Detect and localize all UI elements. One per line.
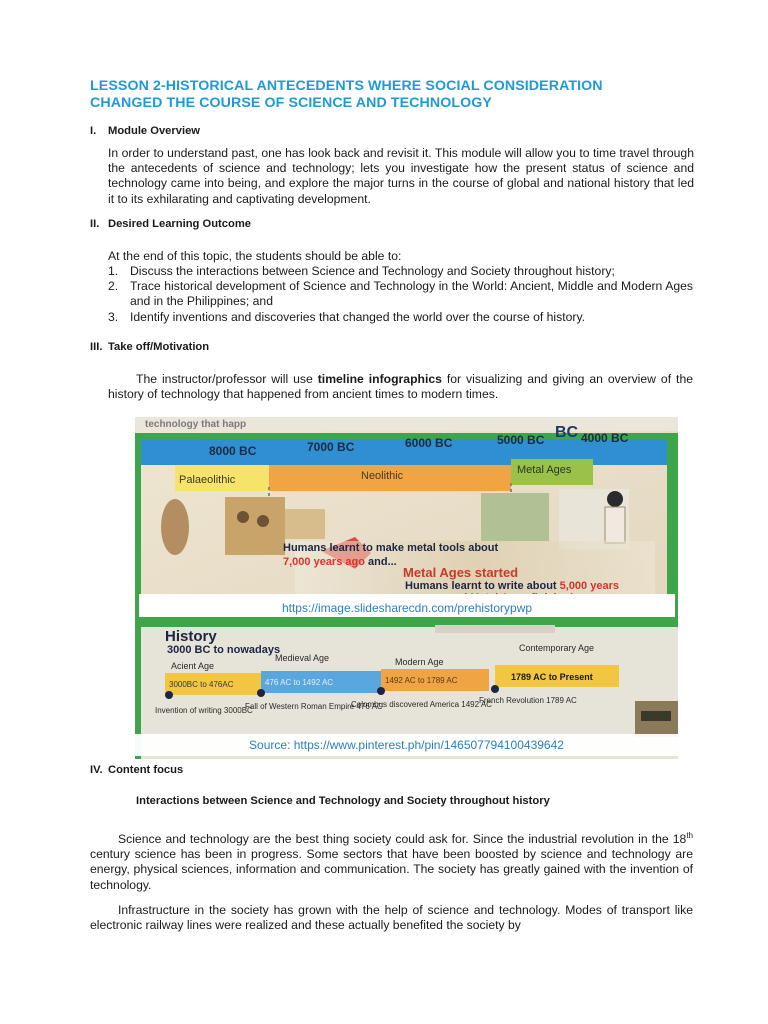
section-heading-desired-learning-outcome [90, 217, 251, 232]
svg-text:Humans learnt to write about 5: Humans learnt to write about 5,000 years [405, 580, 619, 592]
green-border-left [135, 433, 141, 617]
section-title: Take off/Motivation [108, 341, 210, 353]
section-number: III. [90, 341, 103, 353]
image-top-text: technology that happ [145, 419, 247, 430]
lesson-title [90, 78, 690, 112]
image-caption-pinterest: Source: https://www.pinterest.ph/pin/146507794100439642 [135, 734, 678, 756]
outcome-list [108, 264, 693, 325]
lesson-title-line-1: LESSON 2-HISTORICAL ANTECEDENTS WHERE SOCIAL CONSIDERATION [90, 78, 603, 94]
section-number: IV. [90, 764, 103, 776]
section-title: Module Overview [108, 125, 201, 137]
era-label: BC [555, 424, 579, 441]
period-label: Palaeolithic [179, 474, 236, 486]
section-number: I. [90, 125, 97, 137]
event-label: Colombus discovered America 1492 AC [351, 700, 492, 709]
list-item: 1. Discuss the interactions between Science and Technology and Society throughout history; [108, 264, 615, 278]
history-subtitle: 3000 BC to nowadays [167, 644, 281, 656]
list-item: 2. Trace historical development of Science and Technology in the World: Ancient, Middle and Modern Ages and in the Philippines; and [108, 279, 693, 309]
svg-text:Modern Age: Modern Age [395, 657, 444, 667]
event-label: Fall of Western Roman Empire 476 AC [245, 702, 383, 711]
svg-text:476 AC to 1492 AC: 476 AC to 1492 AC [265, 678, 334, 687]
timeline-infographics-term: timeline infographics [317, 372, 442, 386]
cave-painting-picture [225, 497, 285, 555]
outcome-intro: At the end of this topic, the students should be able to: [108, 249, 402, 263]
section-number: II. [90, 218, 100, 230]
svg-text:Metal Ages started: Metal Ages started [403, 565, 519, 580]
section-heading-content-focus [90, 763, 183, 778]
prehistory-timeline-graphic [135, 417, 678, 617]
period-label: Metal Ages [517, 464, 572, 476]
history-title: History [165, 628, 217, 645]
svg-text:1789 AC to Present: 1789 AC to Present [511, 672, 593, 682]
section-title: Desired Learning Outcome [108, 218, 251, 230]
year-label: 5000 BC [497, 433, 545, 447]
prehistory-timeline-image [135, 417, 678, 617]
svg-text:Acient Age: Acient Age [171, 661, 215, 671]
year-label: 4000 BC [581, 431, 629, 445]
section-heading-take-off-motivation [90, 340, 209, 355]
svg-text:Humans learnt to make metal to: Humans learnt to make metal tools about [283, 542, 499, 554]
image-caption-slideshare: https://image.slidesharecdn.com/prehistorypwp [139, 594, 675, 622]
svg-text:7,000 years ago and...: 7,000 years ago and... [283, 556, 397, 568]
svg-text:Contemporary Age: Contemporary Age [519, 643, 595, 653]
module-overview-paragraph: In order to understand past, one has look back and revisit it. This module will allow you to time travel through the antecedents of science and technology; lets you investigate how the present status of science and technology came into being, and explore the major turns in the course of global and national history that led it to its exhilarating and captivating development. [108, 146, 694, 206]
event-label: Invention of writing 3000BC [155, 706, 253, 715]
section-heading-module-overview [90, 124, 200, 139]
metal-tools-picture [481, 493, 549, 541]
lesson-title-line-2: CHANGED THE COURSE OF SCIENCE AND TECHNOLOGY [90, 95, 492, 111]
svg-text:3000BC to 476AC: 3000BC to 476AC [169, 680, 234, 689]
caveman-figure [161, 499, 189, 555]
egyptian-figure [607, 491, 623, 507]
content-subheading: Interactions between Science and Technology and Society throughout history [136, 795, 550, 807]
event-label: French Revolution 1789 AC [479, 696, 577, 705]
list-item: 3. Identify inventions and discoveries that changed the world over the course of history. [108, 309, 586, 324]
year-label: 6000 BC [405, 436, 453, 450]
motivation-paragraph: The instructor/professor will use timeline infographics for visualizing and giving an overview of the history of technology that happened from ancient times to modern times. [108, 372, 693, 402]
svg-text:Medieval Age: Medieval Age [275, 653, 330, 663]
content-paragraph-2: Infrastructure in the society has grown with the help of science and technology. Modes of transport like electronic railway lines were realized and these actually benefited the society by [90, 903, 693, 933]
period-label: Neolithic [361, 470, 404, 482]
svg-text:1492 AC to 1789 AC: 1492 AC to 1789 AC [385, 676, 458, 685]
section-title: Content focus [108, 764, 184, 776]
year-label: 7000 BC [307, 440, 355, 454]
content-paragraph-1: Science and technology are the best thing society could ask for. Since the industrial revolution in the 18th century science has been in progress. Some sectors that have been boosted by science and technology are energy, physical sciences, information and communication. The society has greatly gained with the invention of technology. [90, 830, 693, 892]
green-border-right [667, 433, 678, 617]
year-label: 8000 BC [209, 444, 257, 458]
